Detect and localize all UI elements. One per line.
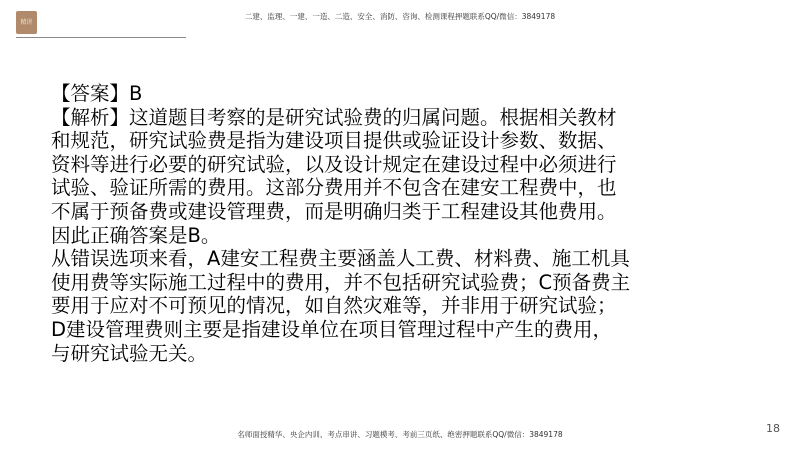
footer-contact: 名师面授精华、央企内训、考点串讲、习题模考、考前三页纸、绝密押题联系QQ/微信：3849178 [237, 430, 563, 439]
page-number: 18 [766, 422, 780, 435]
brand-logo: 精讲 [16, 11, 37, 34]
header-divider [16, 37, 186, 38]
answer-content [51, 82, 631, 365]
answer-line: 【答案】B [51, 82, 143, 105]
header-subtitle: 二建、监理、一建、一造、二造、安全、消防、咨询、检测课程押题联系QQ/微信：3849178 [244, 12, 556, 21]
options-explanation-paragraph: 从错误选项来看，A建安工程费主要涵盖人工费、材料费、施工机具使用费等实际施工过程中的费用，并不包括研究试验费；C预备费主要用于应对不可预见的情况，如自然灾难等，并非用于研究试验；D建设管理费则主要是指建设单位在项目管理过程中产生的费用，与研究试验无关。 [51, 247, 631, 365]
analysis-paragraph: 【解析】这道题目考察的是研究试验费的归属问题。根据相关教材和规范，研究试验费是指为建设项目提供或验证设计参数、数据、资料等进行必要的研究试验，以及设计规定在建设过程中必须进行试验、验证所需的费用。这部分费用并不包含在建安工程费中，也不属于预备费或建设管理费，而是明确归类于工程建设其他费用。因此正确答案是B。 [51, 105, 617, 247]
